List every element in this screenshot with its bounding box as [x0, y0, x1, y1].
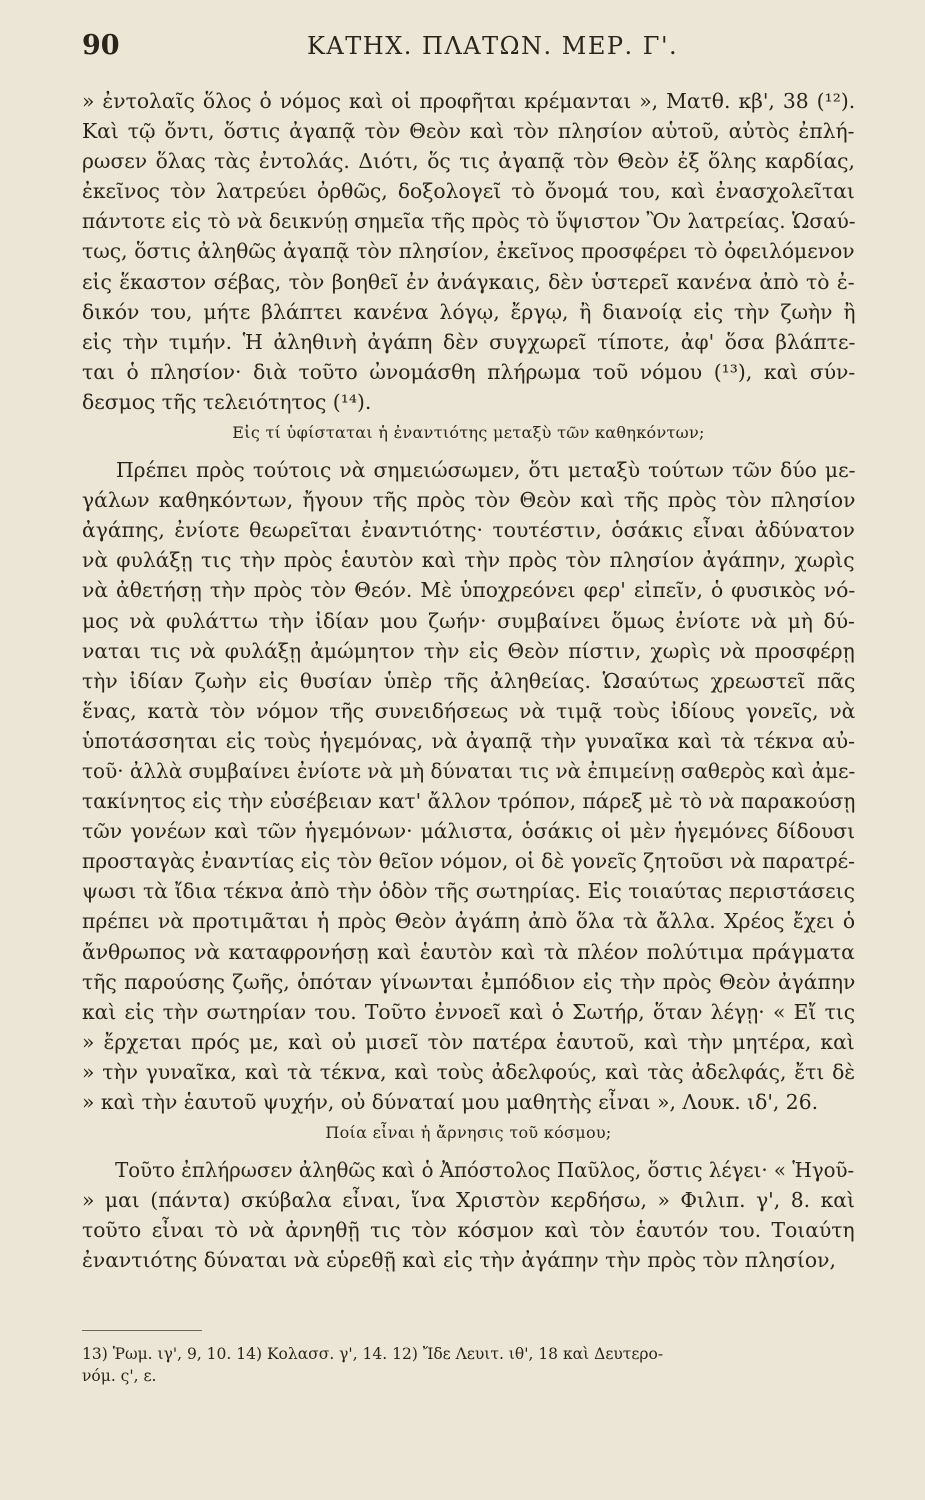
text-line: δικόν του, μήτε βλάπτει κανένα λόγῳ, ἔργῳ, ἢ διανοίᾳ εἰς τὴν ζωὴν ἢ: [82, 299, 856, 324]
text-line: Καὶ τῷ ὄντι, ὅστις ἀγαπᾷ τὸν Θεὸν καὶ τὸν πλησίον αὑτοῦ, αὐτὸς ἐπλή-: [82, 119, 855, 144]
page-header: [82, 30, 855, 86]
text-line: ἐκεῖνος τὸν λατρεύει ὀρθῶς, δοξολογεῖ τὸ ὄνομά του, καὶ ἐνασχολεῖται: [82, 179, 855, 204]
text-line: τῆς παρούσης ζωῆς, ὁπόταν γίνωνται ἐμπόδιον εἰς τὴν πρὸς Θεὸν ἀγάπην: [82, 969, 856, 994]
text-line: τὴν ἰδίαν ζωὴν εἰς θυσίαν ὑπὲρ τῆς ἀληθείας. Ὡσαύτως χρεωστεῖ πᾶς: [82, 668, 856, 693]
paragraph-3: [82, 1155, 855, 1275]
text-line: ρωσεν ὅλας τὰς ἐντολάς. Διότι, ὅς τις ἀγαπᾷ τὸν Θεὸν ἐξ ὅλης καρδίας,: [82, 149, 855, 174]
footnote-line: νόμ. ς', ε.: [82, 1367, 157, 1385]
text-line: πάντοτε εἰς τὸ νὰ δεικνύῃ σημεῖα τῆς πρὸς τὸ ὕψιστον Ὂν λατρείας. Ὡσαύ-: [82, 209, 856, 234]
text-line: προσταγὰς ἐναντίας εἰς τὸν θεῖον νόμον, οἱ δὲ γονεῖς ζητοῦσι νὰ παρατρέ-: [82, 849, 855, 874]
text-line: τως, ὅστις ἀληθῶς ἀγαπᾷ τὸν πλησίον, ἐκεῖνος προσφέρει τὸ ὀφειλόμενον: [82, 239, 855, 264]
text-line: καὶ εἰς τὴν σωτηρίαν του. Τοῦτο ἐννοεῖ καὶ ὁ Σωτήρ, ὅταν λέγῃ· « Εἴ τις: [82, 999, 856, 1024]
text-line: ψωσι τὰ ἴδια τέκνα ἀπὸ τὴν ὁδὸν τῆς σωτηρίας. Εἰς τοιαύτας περιστάσεις: [82, 879, 855, 904]
text-line: Πρέπει πρὸς τούτοις νὰ σημειώσωμεν, ὅτι μεταξὺ τούτων τῶν δύο με-: [116, 458, 856, 483]
text-line: ὑποτάσσηται εἰς τοὺς ἡγεμόνας, νὰ ἀγαπᾷ τὴν γυναῖκα καὶ τὰ τέκνα αὐ-: [82, 728, 855, 753]
paragraph-2: [82, 455, 855, 1117]
text-line: εἰς ἕκαστον σέβας, τὸν βοηθεῖ ἐν ἀνάγκαις, δὲν ὑστερεῖ κανένα ἀπὸ τὸ ἐ-: [82, 269, 855, 294]
text-line: τοῦ· ἀλλὰ συμβαίνει ἐνίοτε νὰ μὴ δύναται τις νὰ ἐπιμείνῃ σαθερὸς καὶ ἀμε-: [82, 758, 856, 783]
page-number: 90: [82, 30, 120, 61]
paragraph-1: [82, 86, 855, 417]
footnote-line: 13) Ῥωμ. ιγ', 9, 10. 14) Κολασσ. γ', 14. 12) Ἴδε Λευιτ. ιθ', 18 καὶ Δευτερο-: [82, 1345, 664, 1363]
text-line: δεσμος τῆς τελειότητος (¹⁴).: [82, 389, 372, 414]
text-line: » τὴν γυναῖκα, καὶ τὰ τέκνα, καὶ τοὺς ἀδελφούς, καὶ τὰς ἀδελφάς, ἔτι δὲ: [82, 1059, 856, 1084]
text-line: τακίνητος εἰς τὴν εὐσέβειαν κατ' ἄλλον τρόπον, πάρεξ μὲ τὸ νὰ παρακούσῃ: [82, 789, 856, 814]
text-line: ἕνας, κατὰ τὸν νόμον τῆς συνειδήσεως νὰ τιμᾷ τοὺς ἰδίους γονεῖς, νὰ: [82, 698, 856, 723]
text-line: νὰ φυλάξῃ τις τὴν πρὸς ἑαυτὸν καὶ τὴν πρὸς τὸν πλησίον ἀγάπην, χωρὶς: [82, 548, 855, 573]
text-line: » ἐντολαῖς ὅλος ὁ νόμος καὶ οἱ προφῆται κρέμανται », Ματθ. κβ', 38 (¹²).: [82, 89, 856, 113]
text-line: ται ὁ πλησίον· διὰ τοῦτο ὠνομάσθη πλήρωμα τοῦ νόμου (¹³), καὶ σύν-: [82, 359, 856, 384]
text-line: τοῦτο εἶναι τὸ νὰ ἀρνηθῇ τις τὸν κόσμον καὶ τὸν ἑαυτόν του. Τοιαύτη: [82, 1218, 855, 1243]
text-line: ἀγάπης, ἐνίοτε θεωρεῖται ἐναντιότης· τουτέστιν, ὁσάκις εἶναι ἀδύνατον: [82, 518, 855, 543]
section-subheading: Εἰς τί ὑφίσταται ἡ ἐναντιότης μεταξὺ τῶν καθηκόντων;: [232, 423, 705, 443]
text-line: γάλων καθηκόντων, ἤγουν τῆς πρὸς τὸν Θεὸν καὶ τῆς πρὸς τὸν πλησίον: [82, 488, 856, 513]
text-line: εἰς τὴν τιμήν. Ἡ ἀληθινὴ ἀγάπη δὲν συγχωρεῖ τίποτε, ἀφ' ὅσα βλάπτε-: [82, 329, 856, 354]
text-line: ἄνθρωπος νὰ καταφρονήσῃ καὶ ἑαυτὸν καὶ τὰ πλέον πολύτιμα πράγματα: [82, 939, 855, 964]
text-line: νὰ ἀθετήσῃ τὴν πρὸς τὸν Θεόν. Μὲ ὑποχρεόνει φερ' εἰπεῖν, ὁ φυσικὸς νό-: [82, 578, 856, 603]
footnote-divider: [82, 1330, 202, 1331]
text-line: ναται τις νὰ φυλάξῃ ἀμώμητον τὴν εἰς Θεὸν πίστιν, χωρὶς νὰ προσφέρῃ: [82, 638, 855, 663]
footnotes: [82, 1343, 852, 1387]
text-line: » καὶ τὴν ἑαυτοῦ ψυχήν, οὐ δύναταί μου μαθητὴς εἶναι », Λουκ. ιδ', 26.: [82, 1090, 819, 1114]
text-line: » μαι (πάντα) σκύβαλα εἶναι, ἵνα Χριστὸν κερδήσω, » Φιλιπ. γ', 8. καὶ: [82, 1188, 855, 1213]
text-line: πρέπει νὰ προτιμᾶται ἡ πρὸς Θεὸν ἀγάπη ἀπὸ ὅλα τὰ ἄλλα. Χρέος ἔχει ὁ: [82, 909, 856, 934]
text-line: ἐναντιότης δύναται νὰ εὑρεθῇ καὶ εἰς τὴν ἀγάπην τὴν πρὸς τὸν πλησίον,: [82, 1248, 836, 1273]
text-line: μος νὰ φυλάττω τὴν ἰδίαν μου ζωήν· συμβαίνει ὅμως ἐνίοτε νὰ μὴ δύ-: [82, 608, 855, 633]
text-line: » ἔρχεται πρός με, καὶ οὐ μισεῖ τὸν πατέρα ἑαυτοῦ, καὶ τὴν μητέρα, καὶ: [82, 1029, 855, 1054]
text-line: Τοῦτο ἐπλήρωσεν ἀληθῶς καὶ ὁ Ἀπόστολος Παῦλος, ὅστις λέγει· « Ἡγοῦ-: [115, 1158, 855, 1183]
running-head: ΚΑΤΗΧ. ΠΛΑΤΩΝ. ΜΕΡ. Γ'.: [307, 32, 679, 60]
text-line: τῶν γονέων καὶ τῶν ἡγεμόνων· μάλιστα, ὁσάκις οἱ μὲν ἡγεμόνες δίδουσι: [82, 819, 856, 844]
body-text: [82, 86, 855, 1275]
section-subheading: Ποία εἶναι ἡ ἄρνησις τοῦ κόσμου;: [325, 1123, 612, 1143]
